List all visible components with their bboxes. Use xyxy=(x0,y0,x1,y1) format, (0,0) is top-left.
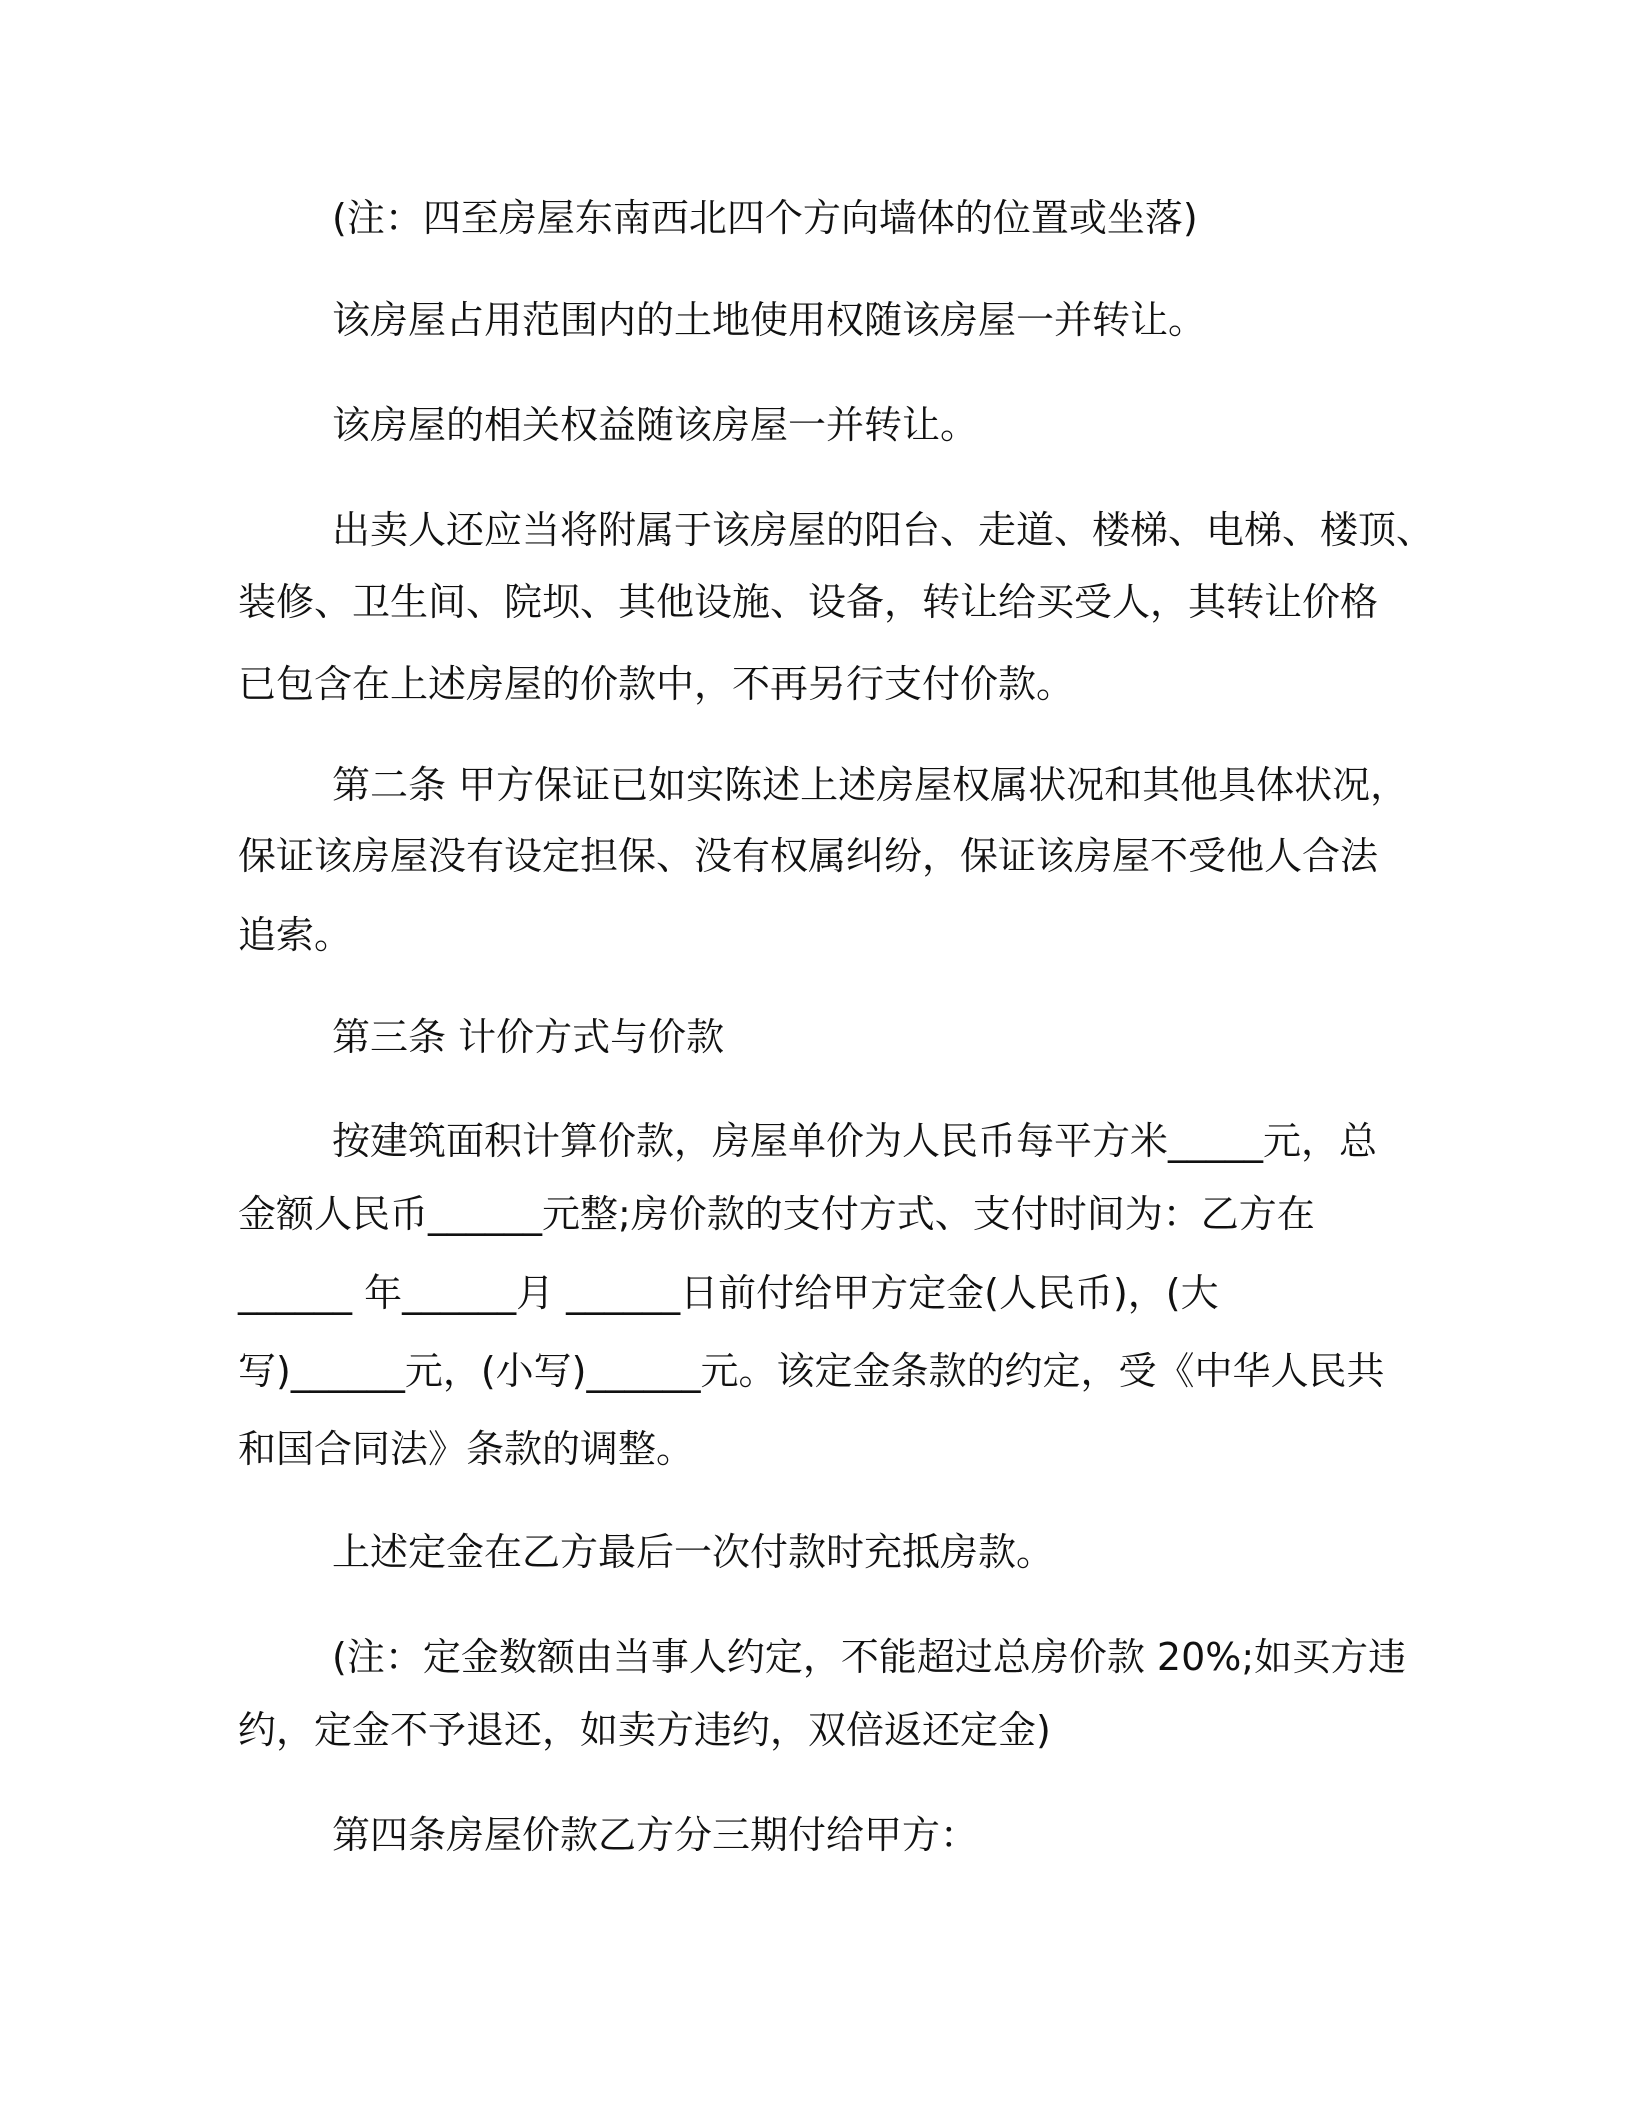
article-heading: 第四条房屋价款乙方分三期付给甲方： xyxy=(332,1813,979,1857)
body-line: 按建筑面积计算价款，房屋单价为人民币每平方米_____元，总 xyxy=(332,1119,1378,1163)
body-line: 金额人民币______元整;房价款的支付方式、支付时间为：乙方在 xyxy=(238,1192,1315,1236)
body-line: 已包含在上述房屋的价款中，不再另行支付价款。 xyxy=(238,662,1075,706)
body-line: 该房屋占用范围内的土地使用权随该房屋一并转让。 xyxy=(332,298,1207,342)
body-line: 出卖人还应当将附属于该房屋的阳台、走道、楼梯、电梯、楼顶、 xyxy=(332,508,1435,552)
body-line: 写)______元，(小写)______元。该定金条款的约定，受《中华人民共 xyxy=(238,1349,1385,1393)
body-line: 保证该房屋没有设定担保、没有权属纠纷，保证该房屋不受他人合法 xyxy=(238,834,1379,878)
body-line: 装修、卫生间、院坝、其他设施、设备，转让给买受人，其转让价格 xyxy=(238,580,1379,624)
body-line: 上述定金在乙方最后一次付款时充抵房款。 xyxy=(332,1530,1055,1574)
note-line: (注：四至房屋东南西北四个方向墙体的位置或坐落) xyxy=(332,196,1198,240)
body-line: 追索。 xyxy=(238,913,353,957)
article-line: 第二条 甲方保证已如实陈述上述房屋权属状况和其他具体状况， xyxy=(332,763,1409,807)
body-line: ______ 年______月 ______日前付给甲方定金(人民币)，(大 xyxy=(238,1271,1219,1315)
body-line: 该房屋的相关权益随该房屋一并转让。 xyxy=(332,403,979,447)
note-line: 约，定金不予退还，如卖方违约，双倍返还定金) xyxy=(238,1708,1051,1752)
body-line: 和国合同法》条款的调整。 xyxy=(238,1427,695,1471)
article-heading: 第三条 计价方式与价款 xyxy=(332,1015,725,1059)
note-line: (注：定金数额由当事人约定，不能超过总房价款 20%;如买方违 xyxy=(332,1635,1407,1679)
